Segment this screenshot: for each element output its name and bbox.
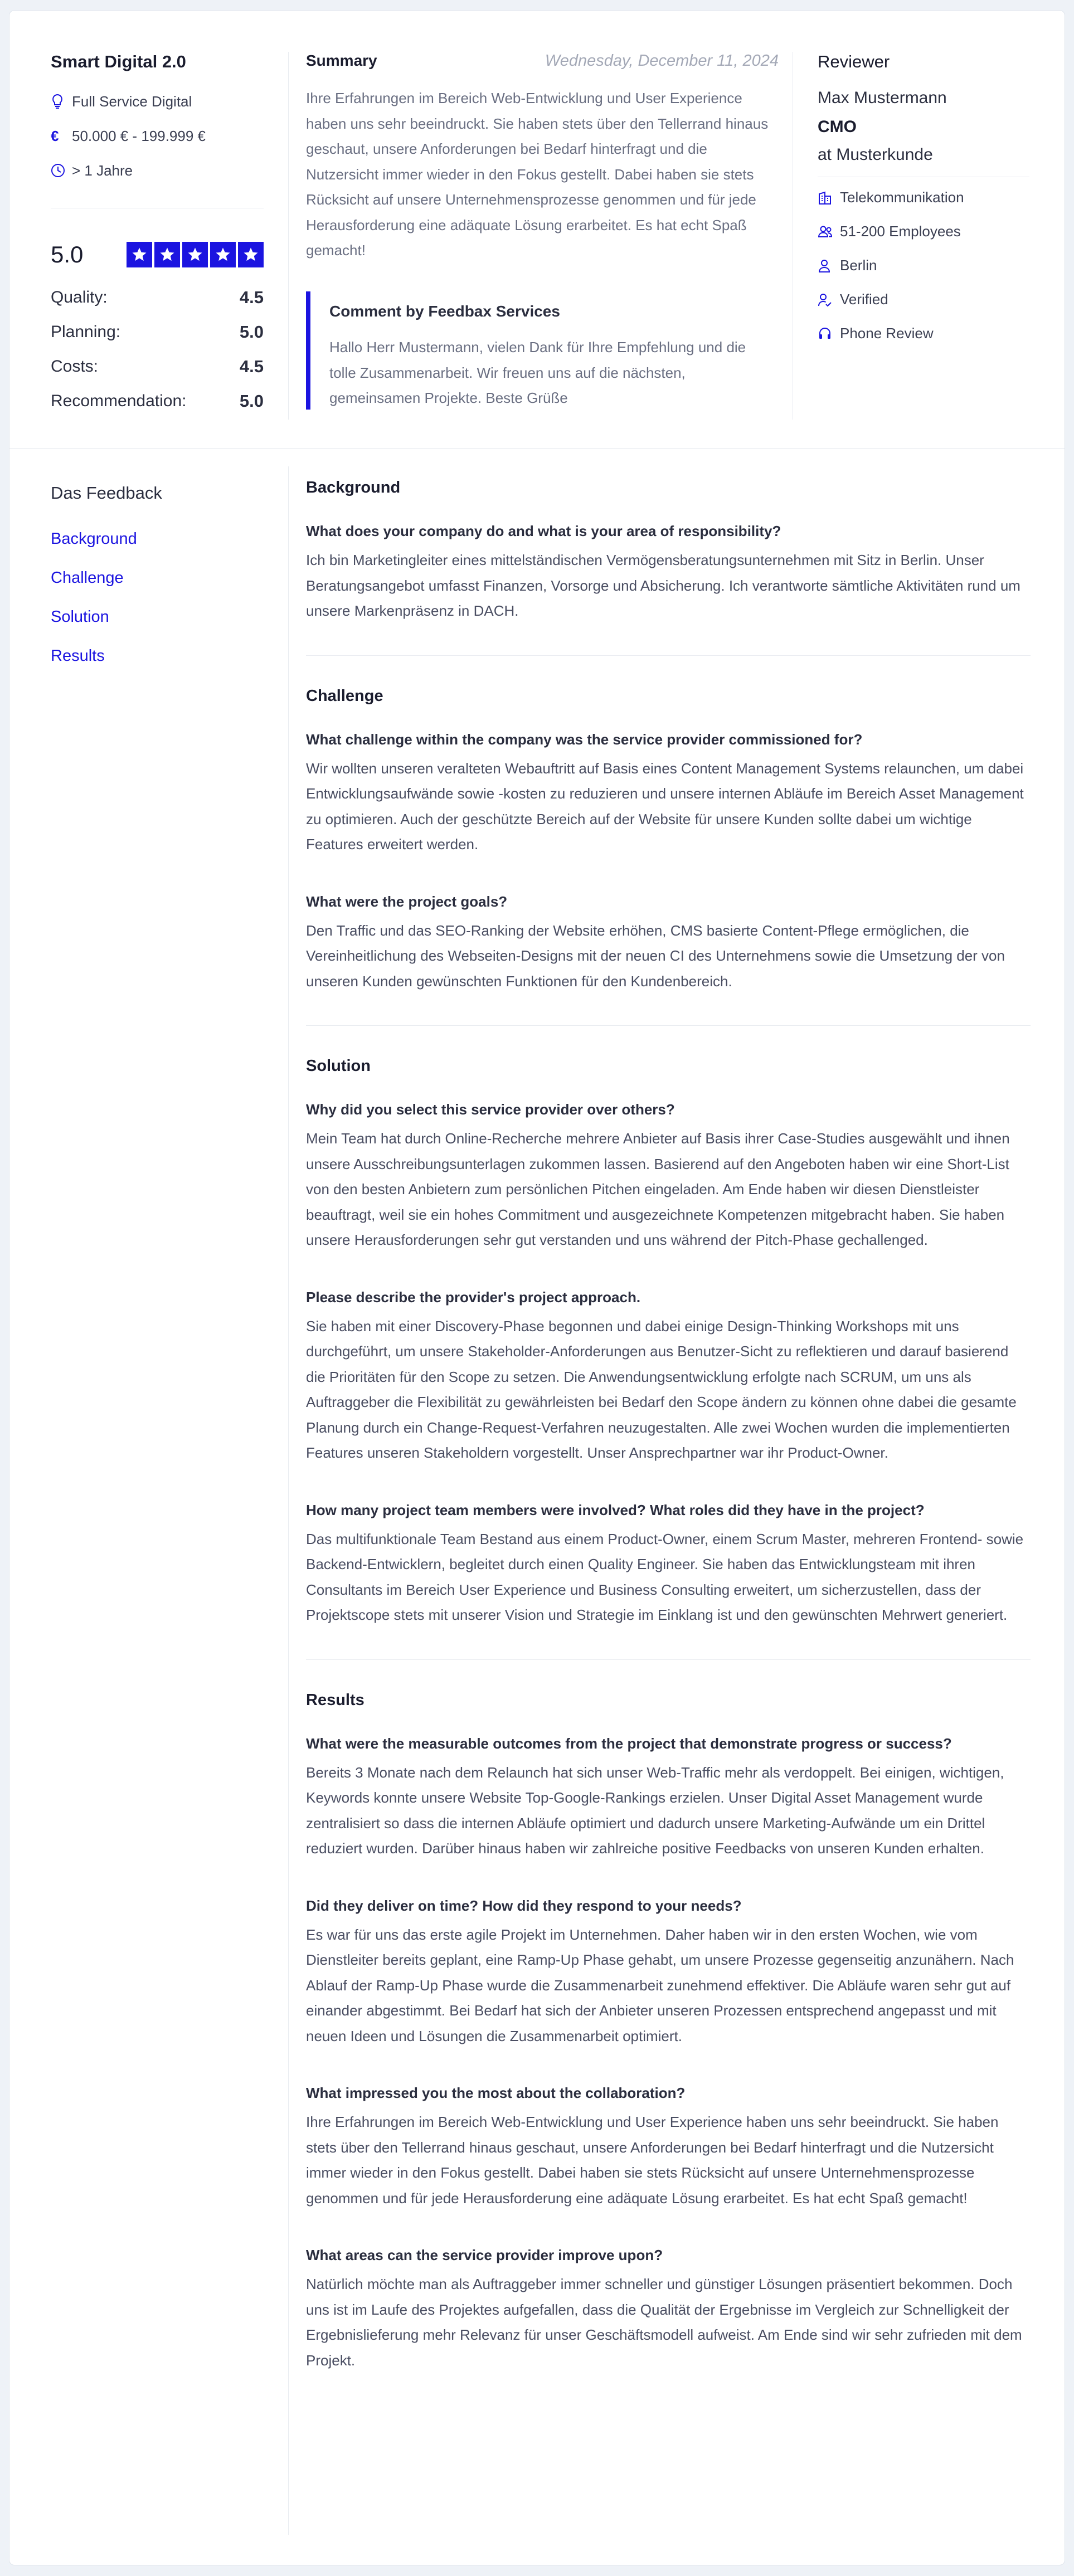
provider-comment: [306, 291, 763, 410]
rating-costs: [51, 349, 264, 384]
reviewer-verified: [818, 283, 1029, 316]
headset-icon: [818, 327, 840, 341]
building-icon: [818, 191, 840, 205]
rating-planning: [51, 315, 264, 349]
answer: Ihre Erfahrungen im Bereich Web-Entwicklung und User Experience haben uns sehr beeindruckt. Sie haben stets über den Tellerrand hinaus geschaut, unsere Anforderungen bei Bedarf hinterfragt und die Nutzersicht immer wieder in den Fokus gestellt. Dabei haben sie stets Rücksicht auf unsere Unternehmensprozesse genommen und für jede Herausforderung eine adäquate Lösung erarbeitet. Es hat echt Spaß gemacht!: [306, 2114, 999, 2207]
euro-icon: €: [51, 127, 59, 144]
company-budget-label: 50.000 € - 199.999 €: [72, 127, 206, 144]
reviewer-name: Max Mustermann: [818, 89, 947, 107]
company-service: [51, 84, 268, 119]
reviewer-location-label: Berlin: [840, 257, 877, 274]
company-duration: [51, 153, 268, 188]
reviewer-review-type: [818, 316, 1029, 350]
question: What impressed you the most about the collaboration?: [306, 2085, 686, 2101]
reviewer-position: CMO: [818, 118, 857, 136]
question: What does your company do and what is your area of responsibility?: [306, 523, 781, 539]
answer: Ich bin Marketingleiter eines mittelständischen Vermögensberatungsunternehmen mit Sitz in Berlin. Unser Beratungsangebot umfasst Finanzen, Vorsorge und Absicherung. Ich verantworte sämtliche Aktivitäten rund um unsere Markenpräsenz in DACH.: [306, 552, 1020, 619]
rating-recommendation: [51, 384, 264, 418]
question: What were the measurable outcomes from the project that demonstrate progress or success?: [306, 1735, 952, 1752]
review-card: [9, 10, 1065, 2565]
rating-label: Planning:: [51, 323, 121, 341]
rating-breakdown: [51, 280, 264, 418]
users-icon: [818, 225, 840, 239]
answer: Bereits 3 Monate nach dem Relaunch hat sich unser Web-Traffic mehr als verdoppelt. Bei einigen, wichtigen, Keywords konnte unsere Website Top-Google-Rankings erzielen. Unser Digital Asset Management wurde zentralisiert so dass die internen Abläufe optimiert und dadurch unsere Marketing-Aufwände um ein Drittel reduziert wurden. Darüber hinaus haben wir zahlreiche positive Feedbacks von unseren Kunden erhalten.: [306, 1764, 1004, 1857]
nav-link-solution[interactable]: Solution: [51, 608, 109, 626]
answer: Den Traffic und das SEO-Ranking der Website erhöhen, CMS basierte Content-Pflege ermöglichen, die Vereinheitlichung des Webseiten-Designs mit der neuen CI des Unternehmens sowie die Umsetzung der von unseren Kunden gewünschten Funktionen für den Kundenbereich.: [306, 922, 1005, 990]
rating-label: Costs:: [51, 357, 99, 376]
star-icon: [127, 242, 152, 267]
star-icon: [182, 242, 208, 267]
star-icon: [210, 242, 236, 267]
review-date: Wednesday, December 11, 2024: [545, 52, 779, 70]
qa-item: [306, 2247, 1031, 2373]
column-divider: [288, 52, 289, 420]
question: What areas can the service provider improve upon?: [306, 2247, 663, 2263]
overall-score: [51, 238, 264, 271]
star-rating: [127, 242, 264, 267]
answer: Das multifunktionale Team Bestand aus einem Product-Owner, einem Scrum Master, mehreren Frontend- sowie Backend-Entwicklern, begleitet durch einen Quality Engineer. Sie haben das Entwicklungsteam mit ihren Consultants im Bereich User Experience und Business Consulting erweitert, um sicherzustellen, dass der Projektscope stets mit unserer Vision und Strategie im Einklang ist und den gewünschten Mehrwert generiert.: [306, 1530, 1024, 1623]
section-background: [306, 479, 1031, 624]
rating-label: Quality:: [51, 288, 108, 306]
overall-score-value: 5.0: [51, 241, 84, 267]
rating-value: 5.0: [239, 322, 264, 342]
reviewer-title: Reviewer: [818, 52, 890, 71]
section-title: Challenge: [306, 686, 383, 705]
qa-item: [306, 893, 1031, 995]
qa-item: [306, 731, 1031, 858]
star-icon: [238, 242, 264, 267]
divider: [306, 1659, 1031, 1660]
column-divider: [288, 466, 289, 2535]
question: Why did you select this service provider over others?: [306, 1101, 675, 1118]
reviewer-company-size: [818, 215, 1029, 249]
company-panel: [51, 52, 268, 188]
clock-icon: [51, 163, 72, 178]
section-title: Background: [306, 479, 401, 496]
reviewer-company-size-label: 51-200 Employees: [840, 223, 961, 240]
comment-text: Hallo Herr Mustermann, vielen Dank für Ihre Empfehlung und die tolle Zusammenarbeit. Wir freuen uns auf die nächsten, gemeinsamen Projekte. Beste Grüße: [329, 339, 746, 406]
reviewer-location: [818, 249, 1029, 283]
qa-item: [306, 1101, 1031, 1253]
question: Did they deliver on time? How did they respond to your needs?: [306, 1897, 742, 1914]
divider: [306, 655, 1031, 656]
rating-value: 5.0: [239, 391, 264, 411]
star-icon: [154, 242, 180, 267]
verified-user-icon: [818, 293, 840, 307]
qa-item: [306, 1735, 1031, 1862]
section-challenge: [306, 687, 1031, 995]
location-icon: [818, 259, 840, 273]
question: How many project team members were involved? What roles did they have in the project?: [306, 1501, 925, 1518]
question: What were the project goals?: [306, 893, 508, 910]
answer: Sie haben mit einer Discovery-Phase begonnen und dabei einige Design-Thinking Workshops mit uns durchgeführt, um unsere Stakeholder-Anforderungen aus Benutzer-Sicht zu reflektieren und darauf basierend die Prioritäten für den Scope zu setzen. Die Anwendungsentwicklung erfolgte nach SCRUM, um uns als Auftraggeber die Flexibilität zu gewährleisten bei Bedarf den Scope ändern zu können ohne dabei die gesamte Planung durch ein Change-Request-Verfahren neuzugestalten. Alle zwei Wochen wurden die implementierten Features unseren Stakeholdern vorgestellt. Unser Ansprechpartner war ihr Product-Owner.: [306, 1317, 1017, 1461]
qa-item: [306, 1289, 1031, 1466]
question: Please describe the provider's project approach.: [306, 1288, 641, 1306]
answer: Natürlich möchte man als Auftraggeber immer schneller und günstiger Lösungen präsentiert bekommen. Doch uns ist im Laufe des Projektes aufgefallen, dass die Qualität der Ergebnisse im Vergleich zur Schnelligkeit der Ergebnislieferung mehr Relevanz für unser Geschäftsmodell aufweist. Am Ende sind wir sehr zufrieden mit dem Projekt.: [306, 2276, 1022, 2369]
rating-label: Recommendation:: [51, 392, 187, 410]
reviewer-review-type-label: Phone Review: [840, 325, 934, 342]
qa-item: [306, 1897, 1031, 2049]
answer: Mein Team hat durch Online-Recherche mehrere Anbieter auf Basis ihrer Case-Studies ausgewählt und ihnen unsere Ausschreibungsunterlagen zukommen lassen. Basierend auf den Angeboten haben wir eine Short-List von den besten Anbietern zum persönlichen Pitchen eingeladen. Am Ende haben wir diesen Dienstleister beauftragt, weil sie ein hohes Commitment und ausgezeichnete Kompetenzen mitgebracht haben. Sie haben unsere Herausforderungen sehr gut verstanden und uns während der Pitch-Phase gechallenged.: [306, 1130, 1010, 1248]
section-solution: [306, 1057, 1031, 1628]
company-service-label: Full Service Digital: [72, 92, 192, 110]
reviewer-industry-label: Telekommunikation: [840, 189, 964, 206]
nav-link-results[interactable]: Results: [51, 647, 105, 665]
summary-title: Summary: [306, 52, 377, 69]
qa-item: [306, 2085, 1031, 2211]
rating-quality: [51, 280, 264, 315]
reviewer-panel: [818, 52, 1029, 350]
review-header-section: [9, 11, 1065, 449]
reviewer-verified-label: Verified: [840, 291, 888, 308]
comment-title: Comment by Feedbax Services: [329, 303, 560, 320]
question: What challenge within the company was the service provider commissioned for?: [306, 731, 863, 748]
divider: [306, 1025, 1031, 1026]
rating-value: 4.5: [239, 357, 264, 376]
section-results: [306, 1691, 1031, 2374]
answer: Es war für uns das erste agile Projekt im Unternehmen. Daher haben wir in den ersten Wochen, wie vom Dienstleiter bereits geplant, eine Ramp-Up Phase gehabt, um unsere Prozesse gegenseitig anzunähern. Nach Ablauf der Ramp-Up Phase wurde die Zusammenarbeit zunehmend effektiver. Die Abläufe waren sehr gut auf einander abgestimmt. Bei Bedarf hat sich der Anbieter unseren Prozessen entsprechend angepasst und mit neuen Ideen und Lösungen die Zusammenarbeit optimiert.: [306, 1926, 1014, 2044]
nav-link-background[interactable]: Background: [51, 530, 137, 548]
qa-item: [306, 1502, 1031, 1628]
answer: Wir wollten unseren veralteten Webauftritt auf Basis eines Content Management Systems relaunchen, um dabei Entwicklungsaufwände sowie -kosten zu reduzieren und unsere internen Abläufe im Bereich Asset Management zu optimieren. Auch der geschützte Bereich auf der Website für unsere Kunden sollte dabei um wichtige Features erweitert werden.: [306, 759, 1024, 853]
section-title: Solution: [306, 1057, 371, 1075]
company-budget: [51, 119, 268, 153]
feedback-nav-title: Das Feedback: [51, 483, 162, 503]
section-title: Results: [306, 1691, 365, 1709]
qa-item: [306, 523, 1031, 624]
summary-panel: [306, 52, 779, 264]
reviewer-organization: at Musterkunde: [818, 145, 933, 164]
rating-value: 4.5: [239, 288, 264, 307]
feedback-nav: [51, 483, 263, 684]
company-name[interactable]: Smart Digital 2.0: [51, 52, 186, 71]
nav-link-challenge[interactable]: Challenge: [51, 569, 124, 587]
feedback-content: [306, 479, 1031, 2373]
summary-text: Ihre Erfahrungen im Bereich Web-Entwicklung und User Experience haben uns sehr beeindruckt. Sie haben stets über den Tellerrand hinaus geschaut, unsere Anforderungen bei Bedarf hinterfragt und die Nutzersicht immer wieder in den Fokus gestellt. Dabei haben sie stets Rücksicht auf unsere Unternehmensprozesse genommen und für jede Herausforderung eine adäquate Lösung erarbeitet. Es hat echt Spaß gemacht!: [306, 90, 769, 259]
company-duration-label: > 1 Jahre: [72, 162, 133, 179]
reviewer-industry: [818, 181, 1029, 215]
bulb-icon: [51, 94, 72, 109]
